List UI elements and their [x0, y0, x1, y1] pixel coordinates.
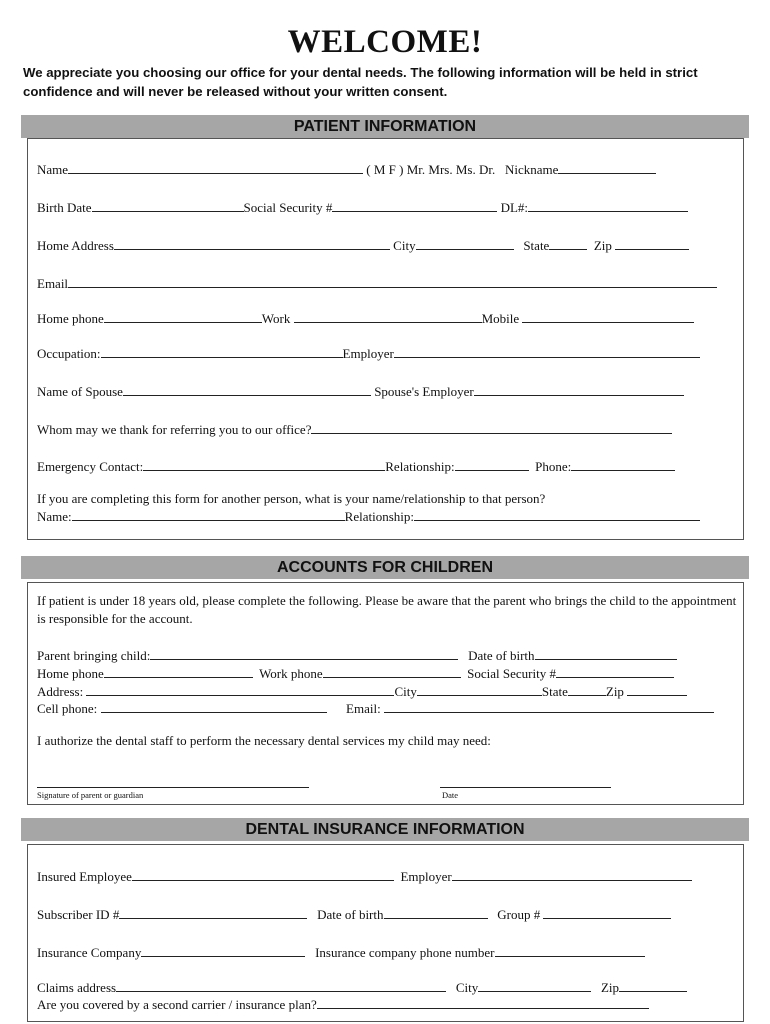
ins-zip-field[interactable]	[619, 980, 687, 992]
ins-employer-field[interactable]	[452, 869, 692, 881]
nickname-label: Nickname	[505, 162, 559, 177]
patient-section-box	[27, 138, 744, 540]
company-phone-field[interactable]	[495, 945, 645, 957]
child-state-field[interactable]	[568, 684, 606, 696]
child-zip-label: Zip	[605, 684, 624, 699]
company-label: Insurance Company	[37, 945, 142, 960]
patient-section-header: PATIENT INFORMATION	[21, 115, 749, 138]
row-company	[37, 945, 645, 961]
row-child-cell	[37, 701, 714, 717]
child-address-label: Address:	[37, 684, 84, 699]
row-emergency	[37, 459, 675, 475]
page-title: WELCOME!	[287, 24, 483, 60]
child-dob-label: Date of birth	[468, 648, 535, 663]
other-name-field[interactable]	[72, 509, 345, 521]
subscriber-field[interactable]	[119, 907, 307, 919]
intro-text: We appreciate you choosing our office for your dental needs. The following information will be held in strict confidence and will never be released without your written consent.	[23, 65, 698, 99]
state-label: State	[523, 238, 550, 253]
ins-dob-field[interactable]	[384, 907, 488, 919]
dl-label: DL#:	[500, 200, 529, 215]
ssn-label: Social Security #	[243, 200, 333, 215]
child-work-phone-label: Work phone	[259, 666, 323, 681]
ins-dob-label: Date of birth	[317, 907, 384, 922]
row-subscriber	[37, 907, 671, 923]
city-field[interactable]	[416, 238, 514, 250]
claims-field[interactable]	[116, 980, 446, 992]
email-field[interactable]	[68, 276, 717, 288]
row-other-person	[37, 509, 700, 525]
spouse-name-label: Name of Spouse	[37, 384, 123, 399]
ins-city-label: City	[455, 980, 479, 995]
employer-field[interactable]	[394, 346, 700, 358]
home-phone-label: Home phone	[37, 311, 104, 326]
home-address-label: Home Address	[37, 238, 114, 253]
child-ssn-label: Social Security #	[467, 666, 556, 681]
sex-options[interactable]: ( M F )	[366, 162, 404, 177]
row-address	[37, 238, 689, 254]
row-insured	[37, 869, 692, 885]
insured-field[interactable]	[132, 869, 394, 881]
children-note: If patient is under 18 years old, please complete the following. Please be aware that the parent who brings the child to the appointment is responsible for the account.	[37, 593, 737, 626]
nickname-field[interactable]	[558, 162, 656, 174]
row-child-phones	[37, 666, 674, 682]
parent-field[interactable]	[150, 648, 458, 660]
signature-line[interactable]	[37, 786, 309, 788]
mobile-label: Mobile	[481, 311, 520, 326]
emergency-label: Emergency Contact:	[37, 459, 144, 474]
other-person-question: If you are completing this form for another person, what is your name/relationship to that person?	[37, 491, 546, 506]
relationship-label: Relationship:	[385, 459, 455, 474]
row-birth	[37, 200, 688, 216]
child-email-label: Email:	[346, 701, 381, 716]
title-options[interactable]: Mr. Mrs. Ms. Dr.	[406, 162, 496, 177]
home-address-field[interactable]	[114, 238, 390, 250]
ins-employer-label: Employer	[400, 869, 452, 884]
city-label: City	[393, 238, 416, 253]
company-field[interactable]	[141, 945, 305, 957]
group-label: Group #	[497, 907, 541, 922]
mobile-field[interactable]	[522, 311, 694, 323]
phone-label: Phone:	[535, 459, 572, 474]
other-name-label: Name:	[37, 509, 72, 524]
ins-zip-label: Zip	[600, 980, 620, 995]
work-label: Work	[261, 311, 291, 326]
row-spouse	[37, 384, 684, 400]
emergency-field[interactable]	[143, 459, 385, 471]
referral-field[interactable]	[311, 422, 672, 434]
row-child-address	[37, 684, 687, 700]
zip-label: Zip	[593, 238, 612, 253]
row-phones	[37, 311, 694, 327]
dl-field[interactable]	[528, 200, 688, 212]
name-field[interactable]	[68, 162, 363, 174]
child-home-phone-field[interactable]	[104, 666, 253, 678]
children-section-header: ACCOUNTS FOR CHILDREN	[21, 556, 749, 579]
spouse-employer-label: Spouse's Employer	[374, 384, 474, 399]
row-name	[37, 162, 656, 178]
subscriber-label: Subscriber ID #	[37, 907, 120, 922]
name-label: Name	[37, 162, 69, 177]
occupation-label: Occupation:	[37, 346, 101, 361]
child-work-phone-field[interactable]	[323, 666, 461, 678]
birth-date-field[interactable]	[92, 200, 244, 212]
child-ssn-field[interactable]	[556, 666, 674, 678]
group-field[interactable]	[543, 907, 671, 919]
row-email	[37, 276, 717, 292]
employer-label: Employer	[342, 346, 394, 361]
row-second-carrier	[37, 997, 649, 1013]
work-field[interactable]	[294, 311, 482, 323]
child-email-field[interactable]	[384, 701, 714, 713]
spouse-employer-field[interactable]	[474, 384, 684, 396]
child-zip-field[interactable]	[627, 684, 687, 696]
relationship-field[interactable]	[455, 459, 529, 471]
child-state-label: State	[541, 684, 568, 699]
second-carrier-label: Are you covered by a second carrier / insurance plan?	[37, 997, 317, 1012]
referral-label: Whom may we thank for referring you to our office?	[37, 422, 312, 437]
spouse-name-field[interactable]	[123, 384, 371, 396]
row-referral	[37, 422, 672, 438]
birth-date-label: Birth Date	[37, 200, 92, 215]
home-phone-field[interactable]	[104, 311, 262, 323]
claims-label: Claims address	[37, 980, 117, 995]
second-carrier-field[interactable]	[317, 997, 649, 1009]
ins-city-field[interactable]	[478, 980, 591, 992]
company-phone-label: Insurance company phone number	[315, 945, 495, 960]
row-parent	[37, 648, 677, 664]
child-city-label: City	[394, 684, 417, 699]
child-cell-field[interactable]	[101, 701, 327, 713]
insurance-section-header: DENTAL INSURANCE INFORMATION	[21, 818, 749, 841]
date-line[interactable]	[440, 786, 611, 788]
phone-field[interactable]	[571, 459, 675, 471]
child-home-phone-label: Home phone	[37, 666, 104, 681]
signature-label: Signature of parent or guardian	[37, 790, 144, 800]
child-address-field[interactable]	[86, 684, 394, 696]
ssn-field[interactable]	[332, 200, 497, 212]
authorize-text: I authorize the dental staff to perform the necessary dental services my child may need:	[37, 733, 491, 748]
parent-label: Parent bringing child:	[37, 648, 151, 663]
child-cell-label: Cell phone:	[37, 701, 98, 716]
occupation-field[interactable]	[101, 346, 343, 358]
child-dob-field[interactable]	[535, 648, 677, 660]
date-label: Date	[442, 790, 459, 800]
insured-label: Insured Employee	[37, 869, 132, 884]
email-label: Email	[37, 276, 69, 291]
row-occupation	[37, 346, 700, 362]
row-claims	[37, 980, 687, 996]
other-relationship-label: Relationship:	[344, 509, 414, 524]
child-city-field[interactable]	[417, 684, 542, 696]
other-relationship-field[interactable]	[414, 509, 700, 521]
zip-field[interactable]	[615, 238, 689, 250]
state-field[interactable]	[549, 238, 587, 250]
